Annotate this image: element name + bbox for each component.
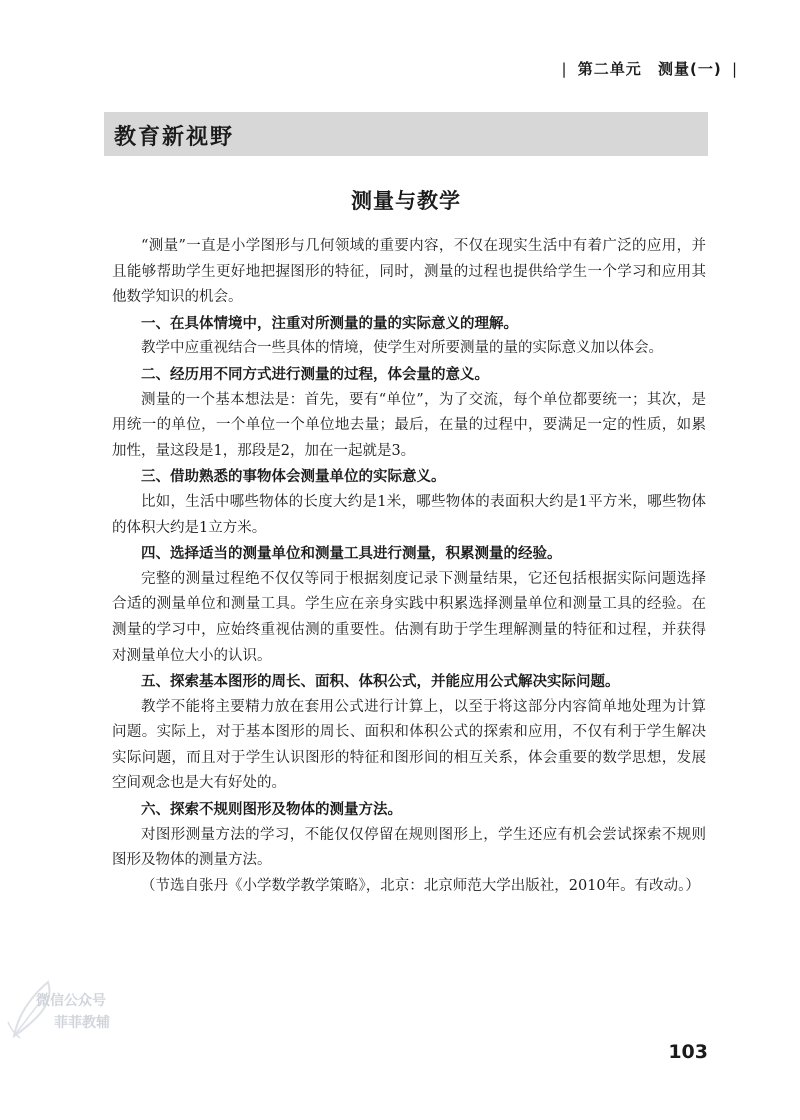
body-paragraph: 教学中应重视结合一些具体的情境，使学生对所要测量的量的实际意义加以体会。: [141, 340, 663, 357]
body-paragraph: 对图形测量方法的学习，不能仅仅停留在规则图形上，学生还应有机会尝试探索不规则图形及物体的测量方法。: [112, 826, 706, 869]
watermark-line2: 菲菲教辅: [54, 1015, 110, 1031]
page-number: 103: [668, 1041, 708, 1063]
section-banner: [104, 112, 708, 156]
watermark: [6, 972, 156, 1044]
header-divider: |: [561, 60, 568, 78]
running-header: [557, 58, 742, 79]
body-paragraph: 教学不能将主要精力放在套用公式进行计算上，以至于将这部分内容简单地处理为计算问题。实际上，对于基本图形的周长、面积和体积公式的探索和应用，不仅有利于学生解决实际问题，而且对于学生认识图形的特征和图形间的相互关系，体会重要的数学思想，发展空间观念也是大有好处的。: [112, 698, 706, 792]
header-unit: 第二单元: [577, 60, 642, 78]
watermark-line1: 微信公众号: [36, 993, 106, 1009]
body-paragraph: 测量的一个基本想法是：首先，要有“单位”，为了交流，每个单位都要统一；其次，是用统一的单位，一个单位一个单位地去量；最后，在量的过程中，要满足一定的性质，如累加性，量这段是1，那段是2，加在一起就是3。: [112, 391, 706, 459]
body-paragraph: 完整的测量过程绝不仅仅等同于根据刻度记录下测量结果，它还包括根据实际问题选择合适的测量单位和测量工具。学生应在亲身实践中积累选择测量单位和测量工具的经验。在测量的学习中，应始终重视估测的重要性。估测有助于学生理解测量的特征和过程，并获得对测量单位大小的认识。: [112, 570, 706, 664]
section-heading: 六、探索不规则图形及物体的测量方法。: [141, 801, 402, 819]
section-heading: 一、在具体情境中，注重对所测量的量的实际意义的理解。: [141, 314, 518, 332]
body-paragraph: “测量”一直是小学图形与几何领域的重要内容，不仅在现实生活中有着广泛的应用，并且能够帮助学生更好地把握图形的特征，同时，测量的过程也提供给学生一个学习和应用其他数学知识的机会。: [112, 238, 706, 306]
body-paragraph: 比如，生活中哪些物体的长度大约是1米，哪些物体的表面积大约是1平方米，哪些物体的体积大约是1立方米。: [112, 493, 706, 536]
section-heading: 四、选择适当的测量单位和测量工具进行测量，积累测量的经验。: [141, 545, 562, 563]
header-divider: |: [731, 60, 738, 78]
article-body: [112, 234, 706, 899]
section-heading: 二、经历用不同方式进行测量的过程，体会量的意义。: [141, 365, 489, 383]
section-heading: 三、借助熟悉的事物体会测量单位的实际意义。: [141, 468, 446, 486]
body-paragraph: （节选自张丹《小学数学教学策略》，北京：北京师范大学出版社，2010年。有改动。）: [141, 877, 700, 894]
banner-title: 教育新视野: [114, 125, 235, 150]
header-section: 测量(一): [657, 60, 722, 78]
article-title: 测量与教学: [351, 189, 461, 213]
section-heading: 五、探索基本图形的周长、面积、体积公式，并能应用公式解决实际问题。: [141, 673, 620, 691]
